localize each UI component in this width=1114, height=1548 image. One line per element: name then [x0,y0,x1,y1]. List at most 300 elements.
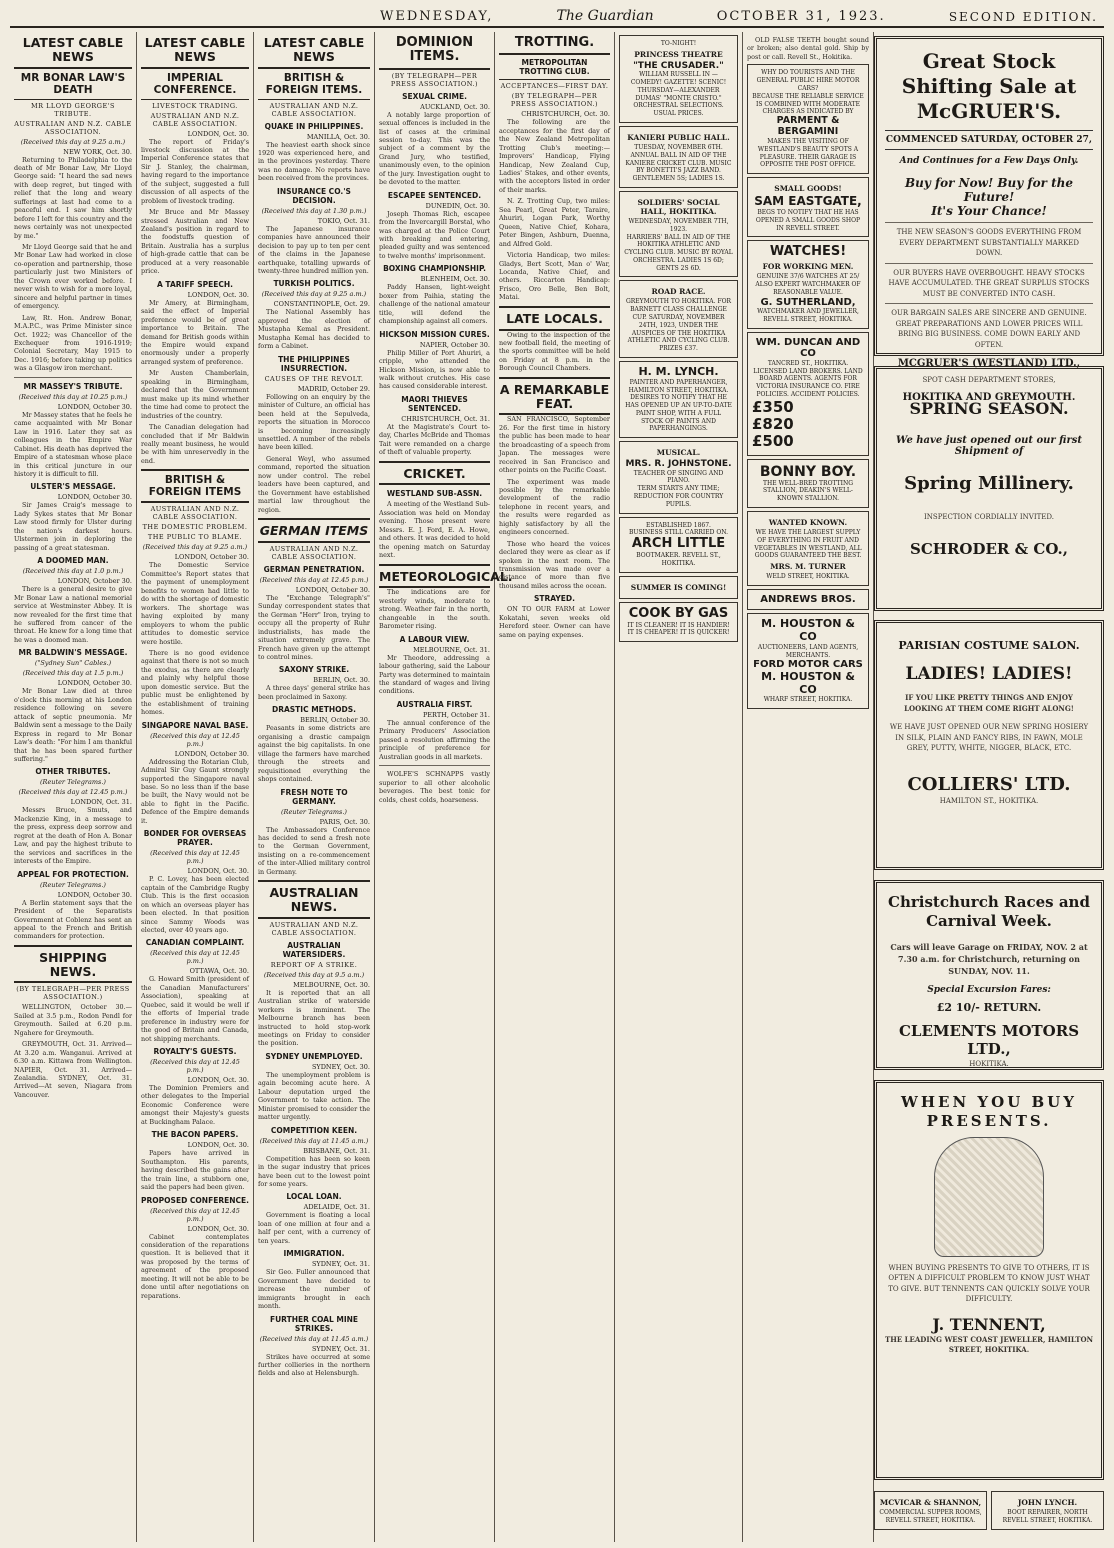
ad-details: DESIRES TO NOTIFY THAT HE HAS OPENED UP AN UP-TO-DATE PAINT SHOP, WITH A FULL STOCK OF PAINTS AND PAPERHANGINGS. [625,394,732,433]
column-cable-news-bonar-law [10,32,137,1542]
association-credit: (BY TELEGRAPH—PER PRESS ASSOCIATION.) [16,985,130,1002]
business-description: WELD STREET, HOKITIKA. [766,573,850,581]
small-goods-ad [747,177,869,237]
ad-headline: COOK BY GAS [628,605,729,621]
established-year: ESTABLISHED 1867. [646,521,711,529]
dateline: BRISBANE, Oct. 31. [303,1146,370,1155]
ad-tagline: BUSINESS STILL CARRIED ON. [628,529,729,537]
dateline: SYDNEY, Oct. 31. [311,1260,370,1269]
article-paragraph: Victoria Handicap, two miles: Gladys, Bert Scott, Man o' War, Locanda, Native Chief, and others. Riccarton Handicap: Frisco, Oro Belle, Ben Bolt, Matai. [499,251,610,302]
summer-ad [619,576,738,599]
business-name: M. HOUSTON & CO [761,669,855,696]
article-paragraph: General Weyl, who assumed command, reported the situation now under control. The rebel leaders have been captured, and the Government have established martial law throughout the region. [258,454,370,514]
section-heading: METEOROLOGICAL. [379,564,490,589]
ad-headline: WHEN YOU BUY PRESENTS. [901,1093,1077,1130]
column-display-ads [874,32,1104,1542]
business-name: ARCH LITTLE [631,536,726,552]
section-title: ROYALTY'S GUESTS. [153,1047,237,1057]
section-title: FURTHER COAL MINE STRIKES. [269,1314,359,1333]
advertisement-text: WOLFE'S SCHNAPPS vastly superior to all other alcoholic beverages. The best tonic for colds, chest colds, hoarseness. [379,770,490,804]
received-time: (Received this day at 9.25 a.m.) [20,137,126,146]
source-credit: (Reuter Telegrams.) [40,880,106,889]
article-paragraph: Following on an enquiry by the minister of Culture, an official has been held at the Sepulveda, reports the situation in Morocco is becoming increasingly unsettled. A number of the rebels have been killed. [258,392,370,452]
dateline: MANILLA, Oct. 30. [306,132,370,141]
dateline: LONDON, October 30. [57,679,132,688]
bottom-ads-row [874,1488,1104,1533]
article-paragraph: Joseph Thomas Rich, escapee from the Invercargill Borstal, who was charged at the Police Court with breaking and entering, pleaded guilty and was sentenced to twelve months' imprisonment. [379,209,490,260]
article-paragraph: GREYMOUTH, Oct. 31. Arrived—At 3.20 a.m. Wanganui. Arrived at 6.30 a.m. Kittawa from Wellington. NAPIER, Oct. 31. Arrived—Zealandia. SYDNEY, Oct. 31. Arrived—At seven, Niagara from Vancouver. [14,1040,132,1099]
column-subheading: IMPERIAL CONFERENCE. [141,69,249,100]
divider [885,222,1093,223]
vase-illustration-icon [934,1137,1044,1257]
dateline: LONDON, October 30. [174,749,249,758]
article-paragraph: P. C. Lovey, has been elected captain of the Cambridge Rugby Club. This is the first occasion on which an overseas player has been elected. In that position since Sammy Woods was elected, over 40 years ago. [141,875,249,934]
business-description: TANCRED ST., HOKITIKA. [767,359,849,367]
dateline: CHRISTCHURCH, Oct. 31. [401,414,490,423]
dateline: LONDON, October 30. [174,553,249,562]
dateline: LONDON, Oct. 30. [187,290,249,299]
business-name: G. SUTHERLAND, [760,296,856,308]
received-time: (Received this day at 9.25 a.m.) [142,543,248,552]
section-title: ACCEPTANCES—FIRST DAY. [500,82,609,91]
column-british-foreign-items [254,32,375,1542]
masthead-edition: SECOND EDITION. [948,10,1098,24]
article-paragraph: The indications are for westerly winds, moderate to strong. Weather fair in the north, changeable in the south. Barometer rising. [379,588,490,631]
business-name: WM. DUNCAN AND CO [755,336,861,360]
article-paragraph: There is a general desire to give Mr Bonar Law a national memorial service at Westminster Abbey. It is now revealed for the first time that he suffered from cancer of the throat. He knew for a long time that he was a doomed man. [14,585,132,644]
article-paragraph: The Japanese insurance companies have announced their decision to pay up to ten per cent of the claims in the Japanese earthquake, totalling upwards of twenty-three hundred million yen. [258,224,370,276]
article-paragraph: The heaviest earth shock since 1920 was experienced here, and in the provinces yesterday. There was no damage. No reports have been received from the provinces. [258,140,370,183]
section-title: SINGAPORE NAVAL BASE. [141,720,249,730]
fruit-vegetables-ad [747,511,869,586]
section-title: WESTLAND SUB-ASSN. [386,489,483,499]
column-classified-ads-1 [615,32,743,1542]
association-credit: (BY TELEGRAPH—PER PRESS ASSOCIATION.) [510,92,599,109]
section-title: MR LLOYD GEORGE'S TRIBUTE. [31,101,115,118]
source-credit: (Reuter Telegrams.) [281,807,347,816]
dateline: CONSTANTINOPLE, Oct. 29. [273,300,370,309]
land-broker-ad [747,332,869,456]
event-date: WEDNESDAY, NOVEMBER 7TH, 1923. [628,217,729,233]
business-address: HAMILTON ST., HOKITIKA. [939,797,1039,806]
event-details: HARRIERS' BALL IN AID OF THE HOKITIKA ATHLETIC AND CYCLING CLUB. MUSIC BY ROYAL ORCHESTRA. LADIES 1S 6D; GENTS 2S 6D. [624,233,733,272]
article-paragraph: It is reported that an all Australian strike of waterside workers is imminent. The Melbourne branch has been instructed to hold stop-work meetings on Friday to consider the position. [258,988,370,1048]
received-time: (Received this day at 12.45 p.m.) [150,1058,240,1075]
section-title: TURKISH POLITICS. [273,279,355,289]
article-paragraph: Addressing the Rotarian Club, Admiral Sir Guy Gaunt strongly supported the Singapore naval base. So no less than if the base be built, the Navy would not be able to fight in the Pacific. Defence of the Empire demands it. [141,757,249,825]
section-title: MR BALDWIN'S MESSAGE. [18,648,128,658]
section-title: A DOOMED MAN. [37,556,109,566]
received-time: (Received this day at 12.45 p.m.) [150,849,240,866]
theatre-tonight: TO-NIGHT! [660,40,697,47]
article-paragraph: The "Exchange Telegraph's" Sunday correspondent states that the German "Herr" Iron, trying to occupy all the property of Ruhr industrialists, has made the situation extremely grave. The French have given up the attempt to control mines. [258,593,370,662]
section-title: STRAYED. [533,594,575,604]
bootmaker-ad [619,517,738,573]
business-name: MRS. M. TURNER [770,562,846,572]
section-title: OTHER TRIBUTES. [35,767,111,777]
section-title: A TARIFF SPEECH. [157,279,233,289]
dateline: TOKIO, Oct. 31. [317,216,370,225]
ad-slogan: Buy for Now! Buy for the Future! [904,176,1074,204]
section-title: THE DOMESTIC PROBLEM. [142,523,248,532]
business-locations: HOKITIKA AND GREYMOUTH. [902,391,1076,403]
section-title: AUSTRALIAN WATERSIDERS. [282,940,346,959]
business-location: HOKITIKA. [969,1060,1009,1068]
dateline: BERLIN, Oct. 30. [313,676,370,685]
masthead-paper-title: The Guardian [556,8,654,24]
section-title: PROPOSED CONFERENCE. [141,1195,249,1205]
ad-details: IT IS CLEANER! IT IS HANDIER! IT IS CHEAPER! IT IS QUICKER! [627,621,730,637]
business-description: BOOTMAKER. REVELL ST., HOKITIKA. [636,552,721,567]
property-price: £500 [752,432,794,451]
ad-headline: WATCHES! [769,244,847,260]
section-heading: GERMAN ITEMS [258,518,370,543]
section-title: GERMAN PENETRATION. [263,564,365,574]
dateline: LONDON, Oct. 30. [187,129,249,138]
section-heading: CRICKET. [379,461,490,486]
received-time: (Received this day at 12.45 p.m.) [150,949,240,966]
section-title: IMMIGRATION. [283,1249,345,1259]
association-credit: (BY TELEGRAPH—PER PRESS ASSOCIATION.) [390,71,479,88]
association-credit: AUSTRALIAN AND N.Z. CABLE ASSOCIATION. [150,111,240,128]
dateline: NEW YORK, Oct. 30. [63,147,132,156]
business-name: JOHN LYNCH. [1017,1498,1078,1507]
business-description: PAINTER AND PAPERHANGER, HAMILTON STREET, HOKITIKA. [628,378,729,394]
venue-name: KANIERI PUBLIC HALL. [627,132,730,142]
received-time: (Received this day at 1.0 p.m.) [22,567,124,576]
business-name: M. HOUSTON & CO [761,617,855,644]
article-paragraph: Mr Bonar Law died at three o'clock this morning at his London residence following on severe attack of septic pneumonia. Mr Baldwin sent a message to the Daily Express in regard to Mr Bonar Law's death: "For him I am thankful that he has been spared further suffering." [14,687,132,763]
dateline: CHRISTCHURCH, Oct. 30. [521,110,610,119]
ad-details: THE WELL-BRED TROTTING STALLION, DEAKIN'S WELL-KNOWN STALLION. [762,479,854,503]
business-name: MRS. R. JOHNSTONE. [625,459,732,470]
business-description: WATCHMAKER AND JEWELLER, REVELL STREET, HOKITIKA. [757,308,859,323]
parisian-costume-ad [874,620,1104,870]
dateline: BERLIN, October 30. [300,716,370,725]
ad-product: Spring Millinery. [904,473,1074,494]
music-teacher-ad [619,441,738,513]
article-paragraph: The report of Friday's livestock discussion at the Imperial Conference states that Sir J. Stanley, the chairman, having regard to the importance of the subject, suggested a full discussion of all aspects of the problem of livestock trading. [141,137,249,205]
theatre-details: WILLIAM RUSSELL IN — COMEDY! GAZETTE! SCENIC! THURSDAY—ALEXANDER DUMAS' "MONTE CRISTO." ORCHESTRAL SELECTIONS. USUAL PRICES. [630,71,727,118]
section-title: SEXUAL CRIME. [402,91,467,101]
ad-subline: And Continues for a Few Days Only. [899,156,1079,166]
article-paragraph: Mr Lloyd George said that he and Mr Bonar Law had worked in close co-operation and partnership, those particularly just two Ministers of the Crown ever worked before. I never wish to wish for a more loyal, sincere and helpful partner in times of emergency. [14,243,132,311]
dateline: SYDNEY, Oct. 31. [311,1344,370,1353]
received-time: (Received this day at 1.30 p.m.) [261,206,367,215]
christchurch-races-ad [874,880,1104,1070]
column-heading: LATEST CABLE NEWS [258,32,370,69]
mcgruers-sale-ad [874,36,1104,403]
andrews-bros-ad [747,589,869,611]
source-credit: ("Sydney Sun" Cables.) [34,659,112,668]
article-paragraph: A meeting of the Westland Sub-Association was held on Monday evening. Those present were Messrs. E. J. Ford, E. A. Howe, and others. It was decided to hold the opening match on Saturday next. [379,500,490,560]
article-paragraph: Mr Theodore, addressing a labour gathering, said the Labour Party was determined to maintain the standard of wages and living conditions. [379,653,490,696]
dateline: MADRID, October 29. [297,384,370,393]
dateline: LONDON, October 30. [57,890,132,899]
received-time: (Received this day at 12.45 p.m.) [150,731,240,748]
property-price: £820 [752,415,794,434]
divider [379,765,490,766]
ad-text: Cars will leave Garage on FRIDAY, NOV. 2 at 7.30 a.m. for Christchurch, returning on SUNDAY, NOV. 11. [890,941,1088,976]
section-title: HICKSON MISSION CURES. [379,329,490,339]
article-paragraph: The Dominion Premiers and other delegates to the Imperial Economic Conference were amongst their Majesty's guests at Buckingham Palace. [141,1084,249,1126]
dateline: NAPIER, October 30. [419,340,490,349]
section-heading: A REMARKABLE FEAT. [499,377,610,416]
article-paragraph: The Canadian delegation had concluded that if Mr Baldwin really meant business, he would be with him unreservedly in the end. [141,423,249,465]
column-heading: LATEST CABLE NEWS [14,32,132,69]
column-heading: TROTTING. [499,32,610,55]
dateline: MELBOURNE, Oct. 31. [413,645,490,654]
business-tagline: SPOT CASH DEPARTMENT STORES, [922,376,1056,384]
association-credit: AUSTRALIAN AND N.Z. CABLE ASSOCIATION. [150,505,240,522]
article-paragraph: A notably large proportion of sexual offences is included in the list of cases at the criminal session to-day. This was the subject of a comment by the Grand Jury, who testified, unanimously even, to the opinion of the jury. Investigation ought to be devoted to the matter. [379,110,490,187]
tennent-jeweller-ad [874,1080,1104,1480]
dateline: BLENHEIM, Oct. 30. [420,275,490,284]
event-details: ANNUAL BALL IN AID OF THE KANIERE CRICKET CLUB. MUSIC BY BONETTI'S JAZZ BAND. GENTLEMEN 5S; LADIES 1S. [625,151,732,183]
article-paragraph: N. Z. Trotting Cup, two miles: Sea Pearl, Great Peter, Taraire, Ahuriri, Logan Park, Worthy Queen, Native Chief, Kohara, Peter Bingen, Ashburn, Duenna, and Alfred Gold. [499,197,610,248]
section-title: CANADIAN COMPLAINT. [145,938,245,948]
dateline: LONDON, Oct. 30. [187,1076,249,1085]
source-credit: (Reuter Telegrams.) [40,778,106,787]
dateline: OTTAWA, Oct. 30. [189,967,249,976]
article-paragraph: Returning to Philadelphia to the death of Mr Bonar Law, Mr Lloyd George said: "I heard the sad news with deep regret, but tinged with relief that the long and weary sufferings at last had come to a peaceful end. I saw him shortly before I left for this country and the news certainly was not unexpected by me." [14,155,132,240]
section-heading: LATE LOCALS. [499,306,610,331]
business-description: TEACHER OF SINGING AND PIANO. [633,469,724,485]
article-paragraph: A three days' general strike has been proclaimed in Saxony. [258,684,370,701]
ad-text: WHEN BUYING PRESENTS TO GIVE TO OTHERS, IT IS OFTEN A DIFFICULT PROBLEM TO KNOW JUST WHAT TO GIVE. BUT TENNENTS CAN QUICKLY SOLVE YOUR DIFFICULTY. [888,1263,1090,1303]
event-date: TUESDAY, NOVEMBER 6TH. [634,143,723,151]
section-title: INSURANCE CO.'S DECISION. [277,186,351,205]
article-paragraph: Mr Austen Chamberlain, speaking in Birmingham, declared that the Government must make up its mind whether the time had come to protect the industries of the country. [141,369,249,420]
divider [14,377,132,378]
article-paragraph: SAN FRANCISCO, September 26. For the first time in history the public has been made to hear the broadcasting of a speech from Japan. The messages were received in San Francisco and other points on the Pacific Coast. [499,415,610,475]
article-paragraph: The experiment was made possible by the remarkable development of the radio telephone in recent years, and the results were regarded as highly satisfactory by all the engineers concerned. [499,477,610,537]
article-paragraph: The Ambassadors Conference has decided to send a fresh note to the German Government, insisting on a re-commencement of the inter-Allied military control in Germany. [258,825,370,876]
received-time: (Received this day at 12.45 p.m.) [150,1206,240,1223]
section-title: FRESH NOTE TO GERMANY. [280,787,348,806]
ad-text: We have just opened out our first Shipment of [896,435,1082,457]
kaniere-ball-ad [619,126,738,188]
business-name: PARMENT & BERGAMINI [776,115,840,138]
supper-rooms-ad [874,1491,987,1530]
article-paragraph: G. Howard Smith (president of the Canadian Manufacturers' Association), speaking at Quebec, said it would be well if the efforts of Imperial trade preference in industry were for the good of Britain and Canada, not shipping merchants. [141,975,249,1043]
motor-car-ad [747,64,869,174]
ad-date-line: COMMENCED SATURDAY, OCTOBER 27, [885,130,1093,150]
dateline: LONDON, Oct. 30. [187,1224,249,1233]
article-paragraph: The annual conference of the Primary Producers' Association passed a resolution affirming the principle of preference for Australian goods in all markets. [379,718,490,761]
ad-details: WE HAVE THE LARGEST SUPPLY OF EVERYTHING IN FRUIT AND VEGETABLES IN WESTLAND, ALL GOODS GUARANTEED THE BEST. [754,529,862,560]
column-classified-ads-2 [743,32,874,1542]
venue-name: SOLDIERS' SOCIAL HALL, HOKITIKA. [637,197,720,216]
section-title: MAORI THIEVES SENTENCED. [401,394,468,413]
association-credit: AUSTRALIAN AND N.Z. CABLE ASSOCIATION. [269,101,359,118]
dateline: MELBOURNE, Oct. 30. [293,980,370,989]
section-heading: AUSTRALIAN NEWS. [258,880,370,919]
masthead-date: OCTOBER 31, 1923. [716,9,886,24]
section-title: BOXING CHAMPIONSHIP. [383,264,486,274]
business-description: BOOT REPAIRER, NORTH REVELL STREET, HOKITIKA. [1002,1509,1093,1524]
ad-details: TERM STARTS ANY TIME; REDUCTION FOR COUNTRY PUPILS. [633,485,724,508]
article-paragraph: Strikes have occurred at some further collieries in the northern fields and also at Helensburgh. [258,1352,370,1378]
dateline: AUCKLAND, Oct. 30. [420,102,490,111]
business-description: AUCTIONEERS, LAND AGENTS, MERCHANTS. [757,643,859,659]
column-heading: DOMINION ITEMS. [379,32,490,70]
article-paragraph: The following are the acceptances for the first day of the New Zealand Metropolitan Trotting Club's meeting:—Improvers' Handicap, Flying Handicap, New Zealand Cup, Ladies' Stakes, and other events, with the acceptors listed in order of their marks. [499,118,610,194]
shipping-heading: SHIPPING NEWS. [14,945,132,984]
section-title: ESCAPEE SENTENCED. [387,190,482,200]
ad-text: WE HAVE JUST OPENED OUR NEW SPRING HOSIERY IN SILK, PLAIN AND FANCY RIBS, IN FAWN, MOLE GREY, PUTTY, WHITE, NIGGER, BLACK, ETC. [889,723,1089,753]
column-trotting [495,32,615,1542]
article-paragraph: Philip Miller of Port Ahuriri, a cripple, who attended the Hickson Mission, is now able to walk without crutches. His case has caused considerable interest. [379,348,490,391]
association-credit: AUSTRALIAN AND N.Z. CABLE ASSOCIATION. [269,920,359,937]
event-details: GREYMOUTH TO HOKITIKA. FOR BARNETT CLASS CHALLENGE CUP. SATURDAY, NOVEMBER 24TH, 1923, UNDER THE AUSPICES OF THE HOKITIKA ATHLETIC AND CYCLING CLUB. PRIZES £37. [625,298,732,353]
ad-subheadline: FOR WORKING MEN. [762,262,854,272]
gas-cooking-ad [619,602,738,643]
article-paragraph: Mr Amery, at Birmingham, said the effect of Imperial preference would be of great importance to Britain. The demand for British goods within the Empire would expand enormously under a properly arranged system of preference. [141,298,249,366]
ad-headline: WANTED KNOWN. [768,518,848,527]
dateline: ADELAIDE, Oct. 31. [303,1203,370,1212]
dateline: LONDON, October 30. [57,493,132,502]
received-time: (Received this day at 1.5 p.m.) [22,669,124,678]
article-paragraph: At the Magistrate's Court to-day, Charles McBride and Thomas Tait were remanded on a charge of theft of valuable property. [379,422,490,457]
ad-details: BEGS TO NOTIFY THAT HE HAS OPENED A SMALL GOODS SHOP IN REVELL STREET. [755,208,861,232]
business-name: J. TENNENT, [932,1314,1046,1334]
section-title: MR MASSEY'S TRIBUTE. [23,381,123,391]
ad-subline: Special Excursion Fares: [927,984,1051,995]
classified-text: OLD FALSE TEETH bought sound or broken; also dental gold. Ship by post or call. Revell St., Hokitika. [747,36,869,61]
article-paragraph: Paddy Hansen, light-weight boxer from Paihia, stating the challenge of the national amateur title, will defend the championship against all comers. [379,283,490,326]
article-paragraph: Papers have arrived in Southampton. His parents, having described the gains after the train line, a stubborn one, said the papers had been given. [141,1149,249,1192]
ad-details: GENUINE 37/6 WATCHES AT 25/ ALSO EXPERT WATCHMAKER OF REASONABLE VALUE. [755,273,861,296]
theatre-name: PRINCESS THEATRE [634,49,723,59]
article-paragraph: The Domestic Service Committee's Report states that the payment of unemployment benefits to women had little to do with the shortage of domestic workers. The shortage was having exploited by many employers to whom the public attitudes to domestic service were hostile. [141,561,249,646]
column-heading: LATEST CABLE NEWS [141,32,249,69]
received-time: (Received this day at 9.5 a.m.) [263,970,365,979]
column-subheading: BRITISH & FOREIGN ITEMS. [258,69,370,100]
article-paragraph: A Berlin statement says that the President of the Separatists Government at Coblenz has sent an appeal to the French and British commanders for protection. [14,898,132,941]
dateline: LONDON, Oct. 30. [187,1141,249,1150]
article-paragraph: Messrs Bruce, Smuts, and Mackenzie King, in a message to the press, express deep sorrow and regret at the death of Hon A. Bonar Law, and pay the highest tribute to the services and sacrifices in the interests of the Empire. [14,806,132,866]
dateline: LONDON, October 30. [57,402,132,411]
ford-headline: FORD MOTOR CARS [753,659,863,671]
divider [885,303,1093,304]
business-description: WHARF STREET, HOKITIKA. [763,696,853,704]
ad-text: OUR BUYERS HAVE OVERBOUGHT. HEAVY STOCKS HAVE ACCUMULATED. THE GREAT SURPLUS STOCKS MUST BE CONVERTED INTO CASH. [888,268,1090,298]
article-paragraph: Owing to the inspection of the new football field, the meeting of the sports committee will be held on Friday at 8 p.m. in the Borough Council Chambers. [499,330,610,373]
ad-headline: BONNY BOY. [759,463,857,480]
ad-price: £2 10/- RETURN. [936,1000,1042,1014]
road-race-ad [619,280,738,358]
masthead-day: WEDNESDAY, [380,9,494,24]
boot-repairer-ad [991,1491,1104,1530]
business-name: H. M. LYNCH. [638,365,719,379]
dateline: PERTH, October 31. [422,710,490,719]
ad-details: BECAUSE THE RELIABLE SERVICE IS COMBINED WITH MODERATE CHARGES AS INDICATED BY [752,92,864,116]
business-name: SAM EASTGATE, [754,194,862,209]
dateline: SYDNEY, Oct. 30. [311,1062,370,1071]
received-time: (Received this day at 10.25 p.m.) [18,392,128,401]
dateline: LONDON, October 30. [295,585,370,594]
article-paragraph: Those who heard the voices declared they were as clear as if spoken in the next room. The transmission was made over a distance of more than five thousand miles across the ocean. [499,539,610,590]
ad-note: INSPECTION CORDIALLY INVITED. [924,512,1054,521]
ad-headline: Great Stock Shifting Sale at McGRUER'S. [901,49,1077,123]
lynch-painter-ad [619,361,738,438]
section-title: LIVESTOCK TRADING. [152,101,238,110]
business-name: PARISIAN COSTUME SALON. [898,639,1080,652]
theatre-ad [619,35,738,123]
article-paragraph: Government is floating a local loan of one million at four and a half per cent, with a currency of ten years. [258,1211,370,1245]
section-title: THE PUBLIC TO BLAME. [147,533,243,542]
article-paragraph: Cabinet contemplates consideration of the reparations question. It is believed that it was proposed by the terms of agreement of the proposed meeting. It will not be able to be done until after negotiations on reparations. [141,1232,249,1300]
divider [885,263,1093,264]
column-subheading: MR BONAR LAW'S DEATH [14,69,132,100]
business-address: THE LEADING WEST COAST JEWELLER, HAMILTON STREET, HOKITIKA. [885,1334,1093,1354]
dateline: LONDON, Oct. 31. [70,798,132,807]
ad-details: MAKES THE VISITING OF WESTLAND'S BEAUTY SPOTS A PLEASURE. THEIR GARAGE IS OPPOSITE THE POST OFFICE. [757,137,859,169]
classified-text: ON TO OUR FARM at Lower Kokatahi, seven weeks old Hereford steer. Owner can have same on paying expenses. [499,605,610,639]
business-description: COMMERCIAL SUPPER ROOMS, REVELL STREET, HOKITIKA. [879,1509,982,1524]
association-credit: AUSTRALIAN AND N.Z. CABLE ASSOCIATION. [14,119,132,136]
section-title: BONDER FOR OVERSEAS PRAYER. [143,829,247,848]
ad-text: THE NEW SEASON'S GOODS EVERYTHING FROM EVERY DEPARTMENT SUBSTANTIALLY MARKED DOWN. [896,228,1082,257]
property-price: £350 [752,397,794,416]
business-name: SCHRODER & CO., [910,540,1068,558]
section-title: ULSTER'S MESSAGE. [30,482,116,492]
business-name: ANDREWS BROS. [760,593,856,605]
section-heading: BRITISH & FOREIGN ITEMS [141,469,249,503]
masthead [10,0,1104,28]
column-dominion-items [375,32,513,1542]
business-name: MCGRUER'S (WESTLAND) LTD., [897,358,1081,369]
ad-details: LICENSED LAND BROKERS. LAND BOARD AGENTS. AGENTS FOR VICTORIA INSURANCE CO. FIRE POLICIES. ACCIDENT POLICIES. [753,367,863,398]
article-paragraph: WELLINGTON, October 30.—Sailed at 3.5 p.m., Rodon Pendl for Greymouth. Sailed at 6.20 p.m. Ngahere for Greymouth. [14,1003,132,1037]
received-time: (Received this day at 11.45 a.m.) [259,1136,369,1145]
spring-millinery-ad [874,366,1104,611]
section-title: THE PHILIPPINES INSURRECTION. [278,354,350,373]
article-paragraph: The unemployment problem is again becoming acute here. A Labour deputation urged the Government to take action. The Minister promised to consider the matter urgently. [258,1070,370,1122]
business-name: CLEMENTS MOTORS LTD., [898,1021,1080,1059]
ad-headline: LADIES! LADIES! [905,664,1073,684]
article-paragraph: Sir Geo. Fuller announced that Government have decided to increase the number of immigrants brought in each month. [258,1268,370,1311]
article-paragraph: Mr Massey states that he feels he came acquainted with Mr Bonar Law in 1916. Later they sat as colleagues in the Empire War Cabinet. His death has deprived the Empire of a statesman whose place in this critical juncture in our history it is difficult to fill. [14,410,132,478]
section-title: SYDNEY UNEMPLOYED. [265,1051,363,1061]
dateline: LONDON, October 30. [57,577,132,586]
event-title: ROAD RACE. [651,287,706,297]
article-paragraph: Competition has been so keen in the sugar industry that prices have been cut to the lowest point for some years. [258,1154,370,1189]
houston-auctioneers-ad [747,613,869,708]
section-title: APPEAL FOR PROTECTION. [17,869,129,879]
dateline: PARIS, Oct. 30. [319,817,370,826]
ad-headline: SMALL GOODS! [774,184,842,194]
business-name: MCVICAR & SHANNON, [879,1498,982,1507]
article-paragraph: Law, Rt. Hon. Andrew Bonar, M.A.P.C., was Prime Minister since Oct. 1922; was Chancellor of the Exchequer from 1916-1919; Colonial Secretary, May 1915 to Dec. 1916; before taking up politics was a Glasgow iron merchant. [14,313,132,373]
article-paragraph: Mr Bruce and Mr Massey stressed Australian and New Zealand's position in regard to the foodstuffs question of Britain. Australia has a surplus of high-grade cattle that can be produced at a very reasonable price. [141,208,249,276]
ad-headline: SPRING SEASON. [909,399,1069,418]
received-time: (Received this day at 11.45 a.m.) [259,1334,369,1343]
dateline: LONDON, Oct. 30. [187,867,249,876]
article-paragraph: Sir James Craig's message to Lady Sykes states that Mr Bonar Law stood firmly for Ulster during the nation's darkest hours. Ulstermen join in deploring the passing of a great statesman. [14,501,132,552]
section-title: DRASTIC METHODS. [271,705,357,715]
section-title: A LABOUR VIEW. [399,634,470,644]
section-title: REPORT OF A STRIKE. [270,960,358,969]
theatre-feature: "THE CRUSADER." [633,60,724,71]
section-title: CAUSES OF THE REVOLT. [264,374,364,383]
section-title: QUAKE IN PHILIPPINES. [264,121,364,131]
harriers-ball-ad [619,191,738,278]
ad-headline: SUMMER IS COMING! [630,582,727,592]
business-name: COLLIERS' LTD. [907,773,1071,795]
stallion-ad [747,459,869,508]
